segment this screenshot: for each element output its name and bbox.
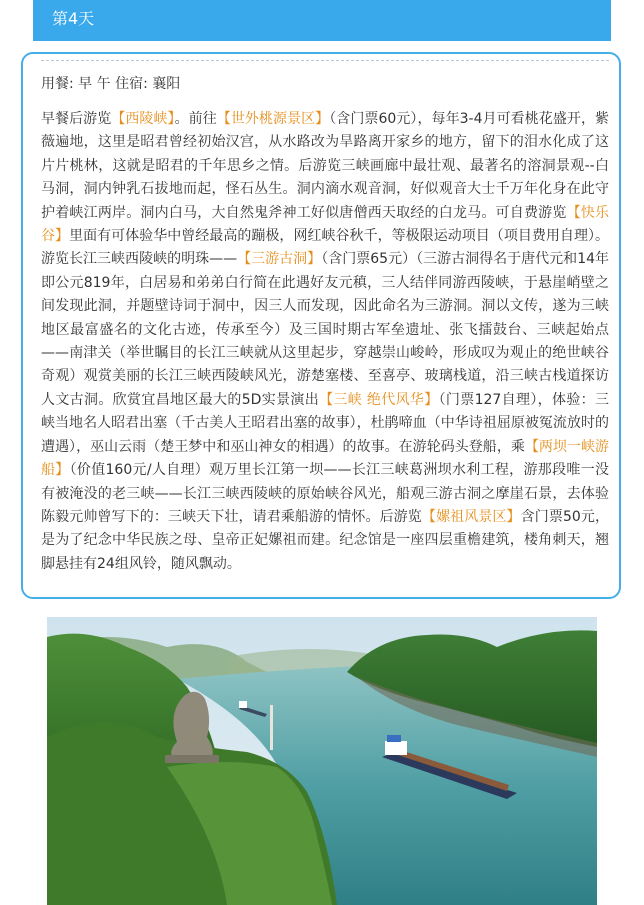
dashed-divider: [41, 60, 609, 61]
itinerary-card: [21, 52, 621, 599]
attraction-link-sanxia-show[interactable]: 【三峡 绝代风华】: [319, 391, 439, 408]
day-header-bar: [33, 0, 611, 41]
desc-text: 里面有可体验华中曾经最高的蹦极，网红峡谷秋千，等极限运动项目（项目费用自理）。游览长江三峡西陵峡的明珠——: [41, 228, 610, 268]
three-gorges-river-photo: [47, 617, 597, 905]
attraction-link-shiwai-taoyuan[interactable]: 【世外桃源景区】: [216, 111, 330, 127]
meals-accommodation: 用餐: 早 午 住宿: 襄阳: [41, 76, 181, 92]
day-title: 第4天: [52, 9, 95, 28]
desc-text: 含门票50元，是为了纪念中华民族之母、皇帝正妃嫘祖而建。纪念馆是一座四层重檐建筑，楼角刺天，翘脚悬挂有24组风铃，随风飘动。: [41, 508, 609, 572]
attraction-link-liangba-yixia[interactable]: 【两坝一峡游船】: [41, 438, 609, 479]
attraction-link-sanyou-gudong[interactable]: 【三游古洞】: [237, 251, 322, 268]
itinerary-description: [41, 108, 609, 576]
desc-text: 。前往: [174, 111, 217, 127]
desc-text: （门票127自理），体验：三峡当地名人昭君出塞（千古美人王昭君出塞的故事），杜鹃啼血（中华诗祖屈原被冤流放时的遭遇），巫山云雨（楚王梦中和巫山神女的相遇）的故事。在游轮码头登船，乘: [41, 391, 610, 455]
attraction-link-kuaile-gu[interactable]: 【快乐谷】: [41, 204, 610, 245]
desc-text: 早餐后游览: [41, 111, 112, 127]
desc-text: （含门票65元）（三游古洞得名于唐代元和14年即公元819年，白居易和弟弟白行简在此遇好友元稹，三人结伴同游西陵峡，于悬崖峭壁之间发现此洞，并题壁诗词于洞中，因三人而发现，因此命名为三游洞。洞以文传，遂为三峡地区最富盛名的文化古迹，传承至今）及三国时期古军垒遗址、张飞擂鼓台、三峡起始点——南津关（举世瞩目的长江三峡就从这里起步，穿越崇山峻岭，形成叹为观止的绝世峡谷奇观）观赏美丽的长江三峡西陵峡风光，游楚塞楼、至喜亭、玻璃栈道，沿三峡古栈道探访人文古洞。欣赏宜昌地区最大的5D实景演出: [41, 251, 610, 408]
river-landscape-image: [47, 617, 597, 905]
desc-text: （含门票60元），每年3-4月可看桃花盛开，紫薇遍地，这里是昭君曾经初始汉宫，从水路改为旱路离开家乡的地方，留下的泪水化成了这片片桃林，这就是昭君的千年思乡之情。后游览三峡画廊中最壮观、最著名的溶洞景观--白马洞，洞内钟乳石拔地而起，怪石丛生。洞内滴水观音洞，好似观音大士千万年化身在此守护着峡江两岸。洞内白马，大自然鬼斧神工好似唐僧西天取经的白龙马。可自费游览: [41, 111, 610, 221]
desc-text: （价值160元/人自理）观万里长江第一坝——长江三峡葛洲坝水利工程，游那段唯一没有被淹没的老三峡——长江三峡西陵峡的原始峡谷风光，船观三游古洞之摩崖石景，去体验陈毅元帅曾写下的：三峡天下壮，请君乘船游的情怀。后游览: [41, 462, 609, 525]
attraction-link-leizu[interactable]: 【嫘祖风景区】: [421, 508, 521, 525]
attraction-link-xilingxia[interactable]: 【西陵峡】: [111, 111, 175, 127]
